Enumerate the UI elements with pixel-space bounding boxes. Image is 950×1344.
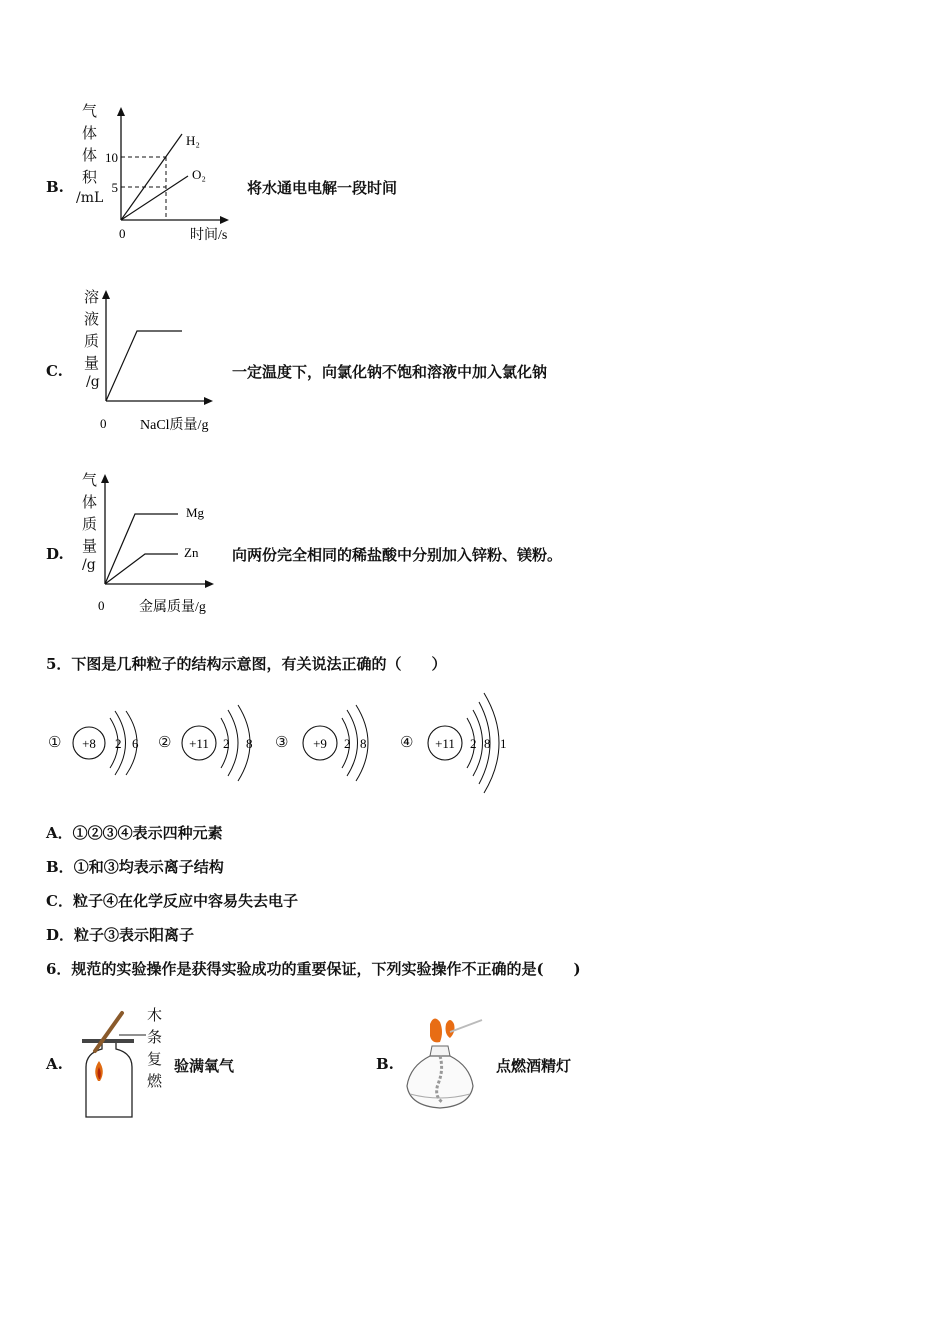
graph-d-ylabel-char: 质 — [82, 515, 98, 533]
lamp-neck — [430, 1046, 450, 1056]
graph-c-ylabel-char: 液 — [84, 310, 100, 328]
alcohol-lamp-illustration — [400, 1010, 490, 1120]
q5-option-a-letter: A． — [46, 824, 73, 842]
graph-b-ylabel-char: 气 — [82, 102, 98, 120]
particle-2-shell-electrons: 8 — [246, 736, 253, 751]
splint-label-char: 燃 — [147, 1072, 163, 1090]
q5-option-d[interactable] — [46, 924, 194, 945]
particle-4-number: ④ — [400, 733, 414, 751]
graph-c-ylabel-char: 溶 — [84, 288, 100, 306]
graph-b-tick-5: 5 — [111, 180, 118, 195]
graph-d-ylabel-char: 气 — [82, 471, 98, 489]
q5-option-a-text: ①②③④表示四种元素 — [72, 824, 223, 842]
graph-b-ylabel-char: 体 — [82, 146, 98, 164]
graph-d-ylabel-char: 体 — [82, 493, 98, 511]
particle-2-diagram — [178, 700, 268, 790]
graph-d-yunit: /g — [82, 557, 96, 573]
graph-d-mg-label: Mg — [186, 505, 205, 520]
particle-1-shell-electrons: 6 — [132, 736, 139, 751]
lamp-flame — [430, 1018, 442, 1042]
particle-1-shell-electrons: 2 — [115, 736, 122, 751]
q5-option-b-text: ①和③均表示离子结构 — [73, 858, 224, 876]
graph-d-chart — [95, 468, 240, 618]
graph-c-origin: 0 — [100, 416, 107, 431]
match-flame — [446, 1020, 455, 1038]
graph-b-origin: 0 — [119, 226, 126, 241]
particle-3-number: ③ — [275, 733, 289, 751]
graph-c-y-arrow — [102, 290, 110, 299]
graph-b-x-arrow — [220, 216, 229, 224]
graph-d-zn-label: Zn — [184, 545, 199, 560]
graph-b-yunit: /mL — [76, 190, 104, 206]
q6-option-b-description: 点燃酒精灯 — [496, 1057, 572, 1075]
graph-b-o2-label: O₂ — [192, 167, 206, 182]
particle-2-shell-arc — [228, 710, 238, 776]
q5-option-d-letter: D． — [46, 926, 75, 944]
particle-2-number: ② — [158, 733, 172, 751]
particle-4-shell-electrons: 1 — [500, 736, 507, 751]
particle-4-nucleus-charge: +11 — [435, 736, 455, 751]
q5-option-c-letter: C． — [46, 892, 73, 910]
graph-b-chart — [100, 100, 240, 245]
particle-4-shell-electrons: 8 — [484, 736, 491, 751]
graph-c-xlabel: NaCl质量/g — [140, 418, 209, 433]
particle-3-diagram — [298, 700, 388, 790]
particle-3-shell-electrons: 8 — [360, 736, 367, 751]
splint-label-char: 木 — [147, 1006, 163, 1024]
question-5-stem: 5．下图是几种粒子的结构示意图，有关说法正确的（ ） — [46, 655, 447, 673]
graph-c-yunit: /g — [86, 374, 100, 390]
q5-option-b[interactable] — [46, 856, 224, 877]
particle-4-diagram — [424, 690, 524, 800]
graph-b-y-arrow — [117, 107, 125, 116]
graph-c-ylabel-char: 质 — [84, 332, 100, 350]
graph-b-ylabel-char: 体 — [82, 124, 98, 142]
gas-bottle — [86, 1039, 132, 1117]
particle-1-diagram — [70, 700, 150, 790]
q6-option-b-letter: B. — [376, 1055, 394, 1073]
splint-relights-label — [147, 1004, 162, 1092]
graph-c-ylabel-char: 量 — [84, 354, 100, 372]
particle-2-shell-electrons: 2 — [223, 736, 230, 751]
particle-1-number: ① — [48, 733, 62, 751]
graph-b-ylabel-char: 积 — [82, 168, 98, 186]
graph-b-h2-line — [121, 134, 182, 220]
particle-2-nucleus-charge: +11 — [189, 736, 209, 751]
graph-d-ylabel-char: 量 — [82, 537, 98, 555]
option-d-letter: D. — [46, 545, 64, 563]
graph-d-y-arrow — [101, 474, 109, 483]
graph-b-o2-line — [121, 176, 188, 220]
q5-option-b-letter: B． — [46, 858, 74, 876]
splint-label-char: 条 — [147, 1028, 163, 1046]
option-c-description: 一定温度下，向氯化钠不饱和溶液中加入氯化钠 — [232, 363, 548, 381]
particle-4-shell-electrons: 2 — [470, 736, 477, 751]
q5-option-c[interactable] — [46, 890, 298, 911]
graph-d-xlabel: 金属质量/g — [139, 600, 206, 615]
graph-c-chart — [95, 285, 240, 435]
particle-1-nucleus-charge: +8 — [82, 736, 96, 751]
question-6-stem: 6．规范的实验操作是获得实验成功的重要保证，下列实验操作不正确的是( ) — [46, 960, 581, 978]
q5-option-d-text: 粒子③表示阳离子 — [74, 926, 195, 944]
graph-b-xlabel: 时间/s — [190, 228, 228, 243]
option-b-letter: B. — [46, 178, 64, 196]
option-d-description: 向两份完全相同的稀盐酸中分别加入锌粉、镁粉。 — [232, 546, 563, 564]
graph-c-x-arrow — [204, 397, 213, 405]
q6-option-a-description: 验满氧气 — [174, 1057, 235, 1075]
graph-c-line — [106, 331, 182, 401]
graph-d-x-arrow — [205, 580, 214, 588]
particle-3-nucleus-charge: +9 — [313, 736, 327, 751]
wooden-splint — [95, 1013, 122, 1051]
q5-option-a[interactable] — [46, 822, 223, 843]
q6-option-a-letter: A. — [46, 1055, 63, 1073]
graph-b-tick-10: 10 — [105, 150, 118, 165]
graph-b-h2-label: H₂ — [186, 133, 200, 148]
graph-d-origin: 0 — [98, 598, 105, 613]
particle-3-shell-electrons: 2 — [344, 736, 351, 751]
match-stick — [450, 1020, 482, 1032]
oxygen-bottle-illustration — [70, 1005, 150, 1125]
glass-plate — [82, 1039, 134, 1043]
splint-label-char: 复 — [147, 1050, 163, 1068]
option-b-description: 将水通电电解一段时间 — [247, 179, 398, 197]
q5-option-c-text: 粒子④在化学反应中容易失去电子 — [72, 892, 298, 910]
graph-b-ylabel — [82, 100, 97, 188]
option-c-letter: C. — [46, 362, 63, 380]
graph-d-mg-line — [105, 514, 178, 584]
